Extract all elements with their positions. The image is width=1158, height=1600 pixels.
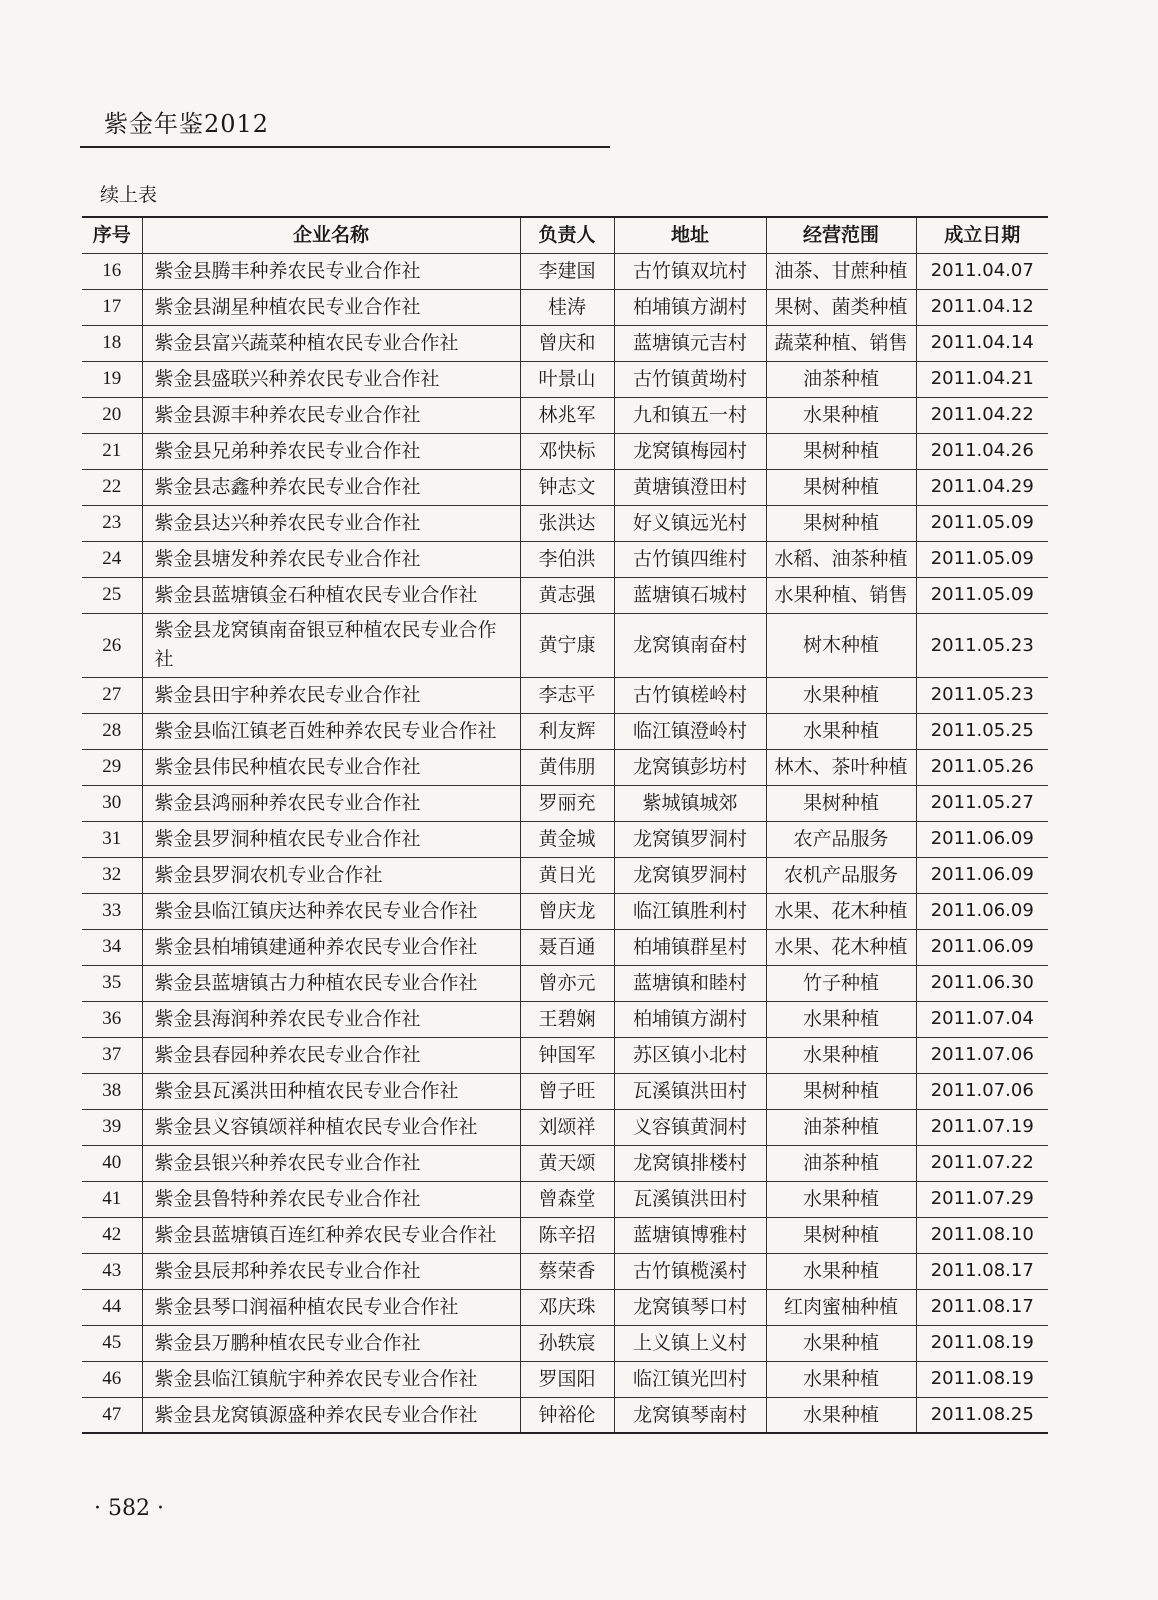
table-row bbox=[82, 1217, 1048, 1253]
founding-date: 2011.07.29 bbox=[916, 1181, 1048, 1217]
person-in-charge: 黄志强 bbox=[520, 577, 614, 613]
founding-date: 2011.07.22 bbox=[916, 1145, 1048, 1181]
row-index: 45 bbox=[82, 1325, 142, 1361]
table-row bbox=[82, 505, 1048, 541]
business-scope: 油茶种植 bbox=[766, 1109, 916, 1145]
table-row bbox=[82, 1145, 1048, 1181]
row-index: 29 bbox=[82, 749, 142, 785]
table-row bbox=[82, 1001, 1048, 1037]
person-in-charge: 黄日光 bbox=[520, 857, 614, 893]
table-row bbox=[82, 677, 1048, 713]
header-rule bbox=[80, 146, 610, 148]
row-index: 35 bbox=[82, 965, 142, 1001]
person-in-charge: 黄金城 bbox=[520, 821, 614, 857]
person-in-charge: 黄天颂 bbox=[520, 1145, 614, 1181]
enterprise-name: 紫金县达兴种养农民专业合作社 bbox=[142, 505, 520, 541]
row-index: 32 bbox=[82, 857, 142, 893]
row-index: 16 bbox=[82, 253, 142, 289]
table-row bbox=[82, 397, 1048, 433]
row-index: 25 bbox=[82, 577, 142, 613]
founding-date: 2011.08.17 bbox=[916, 1253, 1048, 1289]
table-row bbox=[82, 577, 1048, 613]
founding-date: 2011.05.09 bbox=[916, 541, 1048, 577]
address: 上义镇上义村 bbox=[614, 1325, 766, 1361]
continued-label: 续上表 bbox=[100, 184, 158, 206]
person-in-charge: 钟裕伦 bbox=[520, 1397, 614, 1433]
address: 古竹镇四维村 bbox=[614, 541, 766, 577]
enterprise-name: 紫金县塘发种养农民专业合作社 bbox=[142, 541, 520, 577]
running-title: 紫金年鉴2012 bbox=[104, 110, 270, 138]
table-row bbox=[82, 1361, 1048, 1397]
person-in-charge: 罗丽充 bbox=[520, 785, 614, 821]
address: 蓝塘镇博雅村 bbox=[614, 1217, 766, 1253]
enterprise-name: 紫金县海润种养农民专业合作社 bbox=[142, 1001, 520, 1037]
person-in-charge: 桂涛 bbox=[520, 289, 614, 325]
address: 瓦溪镇洪田村 bbox=[614, 1181, 766, 1217]
row-index: 44 bbox=[82, 1289, 142, 1325]
col-header-person: 负责人 bbox=[520, 217, 614, 253]
col-header-date: 成立日期 bbox=[916, 217, 1048, 253]
business-scope: 果树种植 bbox=[766, 1217, 916, 1253]
founding-date: 2011.05.23 bbox=[916, 677, 1048, 713]
business-scope: 水果种植 bbox=[766, 1001, 916, 1037]
person-in-charge: 钟志文 bbox=[520, 469, 614, 505]
person-in-charge: 罗国阳 bbox=[520, 1361, 614, 1397]
business-scope: 水果种植 bbox=[766, 1253, 916, 1289]
table-row bbox=[82, 1325, 1048, 1361]
address: 紫城镇城郊 bbox=[614, 785, 766, 821]
table-row bbox=[82, 613, 1048, 677]
row-index: 28 bbox=[82, 713, 142, 749]
table-row bbox=[82, 857, 1048, 893]
table-row bbox=[82, 325, 1048, 361]
address: 柏埔镇方湖村 bbox=[614, 1001, 766, 1037]
enterprise-name: 紫金县柏埔镇建通种养农民专业合作社 bbox=[142, 929, 520, 965]
person-in-charge: 聂百通 bbox=[520, 929, 614, 965]
business-scope: 油茶、甘蔗种植 bbox=[766, 253, 916, 289]
address: 古竹镇榄溪村 bbox=[614, 1253, 766, 1289]
address: 临江镇澄岭村 bbox=[614, 713, 766, 749]
table-row bbox=[82, 433, 1048, 469]
business-scope: 水果种植 bbox=[766, 713, 916, 749]
enterprise-name: 紫金县瓦溪洪田种植农民专业合作社 bbox=[142, 1073, 520, 1109]
enterprise-name: 紫金县源丰种养农民专业合作社 bbox=[142, 397, 520, 433]
table-header-row bbox=[82, 217, 1048, 253]
table-row bbox=[82, 821, 1048, 857]
address: 临江镇胜利村 bbox=[614, 893, 766, 929]
address: 柏埔镇群星村 bbox=[614, 929, 766, 965]
address: 龙窝镇梅园村 bbox=[614, 433, 766, 469]
enterprise-name: 紫金县龙窝镇南奋银豆种植农民专业合作社 bbox=[142, 613, 520, 677]
table-row bbox=[82, 1253, 1048, 1289]
founding-date: 2011.07.19 bbox=[916, 1109, 1048, 1145]
person-in-charge: 黄宁康 bbox=[520, 613, 614, 677]
business-scope: 果树种植 bbox=[766, 505, 916, 541]
enterprise-name: 紫金县临江镇航宇种养农民专业合作社 bbox=[142, 1361, 520, 1397]
enterprise-name: 紫金县湖星种植农民专业合作社 bbox=[142, 289, 520, 325]
table-row bbox=[82, 785, 1048, 821]
col-header-name: 企业名称 bbox=[142, 217, 520, 253]
address: 古竹镇黄坳村 bbox=[614, 361, 766, 397]
address: 龙窝镇琴口村 bbox=[614, 1289, 766, 1325]
table-row bbox=[82, 361, 1048, 397]
business-scope: 水果种植 bbox=[766, 397, 916, 433]
enterprise-name: 紫金县腾丰种养农民专业合作社 bbox=[142, 253, 520, 289]
row-index: 43 bbox=[82, 1253, 142, 1289]
row-index: 21 bbox=[82, 433, 142, 469]
table-row bbox=[82, 965, 1048, 1001]
person-in-charge: 刘颂祥 bbox=[520, 1109, 614, 1145]
person-in-charge: 钟国军 bbox=[520, 1037, 614, 1073]
person-in-charge: 邓庆珠 bbox=[520, 1289, 614, 1325]
founding-date: 2011.04.12 bbox=[916, 289, 1048, 325]
address: 龙窝镇南奋村 bbox=[614, 613, 766, 677]
founding-date: 2011.08.19 bbox=[916, 1361, 1048, 1397]
business-scope: 水稻、油茶种植 bbox=[766, 541, 916, 577]
business-scope: 果树种植 bbox=[766, 469, 916, 505]
business-scope: 水果种植 bbox=[766, 1325, 916, 1361]
address: 义容镇黄洞村 bbox=[614, 1109, 766, 1145]
business-scope: 林木、茶叶种植 bbox=[766, 749, 916, 785]
business-scope: 油茶种植 bbox=[766, 1145, 916, 1181]
business-scope: 竹子种植 bbox=[766, 965, 916, 1001]
person-in-charge: 邓快标 bbox=[520, 433, 614, 469]
enterprise-name: 紫金县临江镇庆达种养农民专业合作社 bbox=[142, 893, 520, 929]
table-row bbox=[82, 289, 1048, 325]
address: 蓝塘镇石城村 bbox=[614, 577, 766, 613]
business-scope: 水果、花木种植 bbox=[766, 893, 916, 929]
table-row bbox=[82, 1037, 1048, 1073]
address: 古竹镇槎岭村 bbox=[614, 677, 766, 713]
row-index: 40 bbox=[82, 1145, 142, 1181]
enterprise-name: 紫金县蓝塘镇百连红种养农民专业合作社 bbox=[142, 1217, 520, 1253]
founding-date: 2011.07.06 bbox=[916, 1037, 1048, 1073]
address: 柏埔镇方湖村 bbox=[614, 289, 766, 325]
table-row bbox=[82, 893, 1048, 929]
address: 临江镇光凹村 bbox=[614, 1361, 766, 1397]
row-index: 37 bbox=[82, 1037, 142, 1073]
address: 龙窝镇罗洞村 bbox=[614, 857, 766, 893]
person-in-charge: 孙轶宸 bbox=[520, 1325, 614, 1361]
table-row bbox=[82, 749, 1048, 785]
address: 九和镇五一村 bbox=[614, 397, 766, 433]
enterprise-name: 紫金县义容镇颂祥种植农民专业合作社 bbox=[142, 1109, 520, 1145]
enterprise-name: 紫金县辰邦种养农民专业合作社 bbox=[142, 1253, 520, 1289]
founding-date: 2011.04.14 bbox=[916, 325, 1048, 361]
founding-date: 2011.05.09 bbox=[916, 505, 1048, 541]
person-in-charge: 叶景山 bbox=[520, 361, 614, 397]
person-in-charge: 曾子旺 bbox=[520, 1073, 614, 1109]
address: 黄塘镇澄田村 bbox=[614, 469, 766, 505]
table-row bbox=[82, 253, 1048, 289]
enterprise-name: 紫金县银兴种养农民专业合作社 bbox=[142, 1145, 520, 1181]
founding-date: 2011.06.09 bbox=[916, 893, 1048, 929]
table-row bbox=[82, 1397, 1048, 1433]
founding-date: 2011.04.26 bbox=[916, 433, 1048, 469]
enterprise-name: 紫金县罗洞种植农民专业合作社 bbox=[142, 821, 520, 857]
founding-date: 2011.06.30 bbox=[916, 965, 1048, 1001]
row-index: 30 bbox=[82, 785, 142, 821]
business-scope: 水果、花木种植 bbox=[766, 929, 916, 965]
col-header-scope: 经营范围 bbox=[766, 217, 916, 253]
founding-date: 2011.04.22 bbox=[916, 397, 1048, 433]
enterprise-name: 紫金县鸿丽种养农民专业合作社 bbox=[142, 785, 520, 821]
table-row bbox=[82, 1073, 1048, 1109]
enterprise-name: 紫金县万鹏种植农民专业合作社 bbox=[142, 1325, 520, 1361]
enterprise-name: 紫金县临江镇老百姓种养农民专业合作社 bbox=[142, 713, 520, 749]
founding-date: 2011.06.09 bbox=[916, 821, 1048, 857]
founding-date: 2011.04.07 bbox=[916, 253, 1048, 289]
founding-date: 2011.08.17 bbox=[916, 1289, 1048, 1325]
row-index: 26 bbox=[82, 613, 142, 677]
business-scope: 果树种植 bbox=[766, 785, 916, 821]
founding-date: 2011.05.09 bbox=[916, 577, 1048, 613]
person-in-charge: 张洪达 bbox=[520, 505, 614, 541]
founding-date: 2011.06.09 bbox=[916, 929, 1048, 965]
enterprise-name: 紫金县兄弟种养农民专业合作社 bbox=[142, 433, 520, 469]
address: 蓝塘镇元吉村 bbox=[614, 325, 766, 361]
founding-date: 2011.08.25 bbox=[916, 1397, 1048, 1433]
founding-date: 2011.08.19 bbox=[916, 1325, 1048, 1361]
person-in-charge: 蔡荣香 bbox=[520, 1253, 614, 1289]
address: 古竹镇双坑村 bbox=[614, 253, 766, 289]
table-row bbox=[82, 1109, 1048, 1145]
enterprise-name: 紫金县富兴蔬菜种植农民专业合作社 bbox=[142, 325, 520, 361]
business-scope: 树木种植 bbox=[766, 613, 916, 677]
founding-date: 2011.05.26 bbox=[916, 749, 1048, 785]
table-row bbox=[82, 1181, 1048, 1217]
business-scope: 农产品服务 bbox=[766, 821, 916, 857]
person-in-charge: 曾庆和 bbox=[520, 325, 614, 361]
person-in-charge: 陈辛招 bbox=[520, 1217, 614, 1253]
col-header-index: 序号 bbox=[82, 217, 142, 253]
row-index: 38 bbox=[82, 1073, 142, 1109]
person-in-charge: 曾森堂 bbox=[520, 1181, 614, 1217]
row-index: 17 bbox=[82, 289, 142, 325]
row-index: 33 bbox=[82, 893, 142, 929]
row-index: 24 bbox=[82, 541, 142, 577]
founding-date: 2011.05.23 bbox=[916, 613, 1048, 677]
business-scope: 农机产品服务 bbox=[766, 857, 916, 893]
enterprise-name: 紫金县罗洞农机专业合作社 bbox=[142, 857, 520, 893]
address: 瓦溪镇洪田村 bbox=[614, 1073, 766, 1109]
table-row bbox=[82, 713, 1048, 749]
row-index: 36 bbox=[82, 1001, 142, 1037]
table-row bbox=[82, 541, 1048, 577]
founding-date: 2011.08.10 bbox=[916, 1217, 1048, 1253]
address: 好义镇远光村 bbox=[614, 505, 766, 541]
row-index: 39 bbox=[82, 1109, 142, 1145]
enterprise-name: 紫金县志鑫种养农民专业合作社 bbox=[142, 469, 520, 505]
enterprise-name: 紫金县琴口润福种植农民专业合作社 bbox=[142, 1289, 520, 1325]
row-index: 42 bbox=[82, 1217, 142, 1253]
business-scope: 水果种植 bbox=[766, 1361, 916, 1397]
founding-date: 2011.05.25 bbox=[916, 713, 1048, 749]
person-in-charge: 李伯洪 bbox=[520, 541, 614, 577]
person-in-charge: 利友辉 bbox=[520, 713, 614, 749]
business-scope: 果树、菌类种植 bbox=[766, 289, 916, 325]
col-header-address: 地址 bbox=[614, 217, 766, 253]
page-number: · 582 · bbox=[94, 1496, 164, 1521]
business-scope: 蔬菜种植、销售 bbox=[766, 325, 916, 361]
address: 龙窝镇排楼村 bbox=[614, 1145, 766, 1181]
founding-date: 2011.04.21 bbox=[916, 361, 1048, 397]
enterprise-name: 紫金县春园种养农民专业合作社 bbox=[142, 1037, 520, 1073]
founding-date: 2011.07.06 bbox=[916, 1073, 1048, 1109]
business-scope: 水果种植 bbox=[766, 1397, 916, 1433]
row-index: 23 bbox=[82, 505, 142, 541]
business-scope: 果树种植 bbox=[766, 1073, 916, 1109]
address: 龙窝镇彭坊村 bbox=[614, 749, 766, 785]
person-in-charge: 曾庆龙 bbox=[520, 893, 614, 929]
founding-date: 2011.07.04 bbox=[916, 1001, 1048, 1037]
row-index: 31 bbox=[82, 821, 142, 857]
person-in-charge: 王碧娴 bbox=[520, 1001, 614, 1037]
enterprise-name: 紫金县伟民种植农民专业合作社 bbox=[142, 749, 520, 785]
business-scope: 水果种植 bbox=[766, 677, 916, 713]
row-index: 19 bbox=[82, 361, 142, 397]
address: 苏区镇小北村 bbox=[614, 1037, 766, 1073]
business-scope: 红肉蜜柚种植 bbox=[766, 1289, 916, 1325]
row-index: 22 bbox=[82, 469, 142, 505]
enterprise-name: 紫金县盛联兴种养农民专业合作社 bbox=[142, 361, 520, 397]
address: 蓝塘镇和睦村 bbox=[614, 965, 766, 1001]
address: 龙窝镇琴南村 bbox=[614, 1397, 766, 1433]
business-scope: 水果种植、销售 bbox=[766, 577, 916, 613]
business-scope: 油茶种植 bbox=[766, 361, 916, 397]
enterprise-name: 紫金县蓝塘镇古力种植农民专业合作社 bbox=[142, 965, 520, 1001]
person-in-charge: 李建国 bbox=[520, 253, 614, 289]
business-scope: 水果种植 bbox=[766, 1181, 916, 1217]
enterprise-name: 紫金县鲁特种养农民专业合作社 bbox=[142, 1181, 520, 1217]
row-index: 18 bbox=[82, 325, 142, 361]
founding-date: 2011.06.09 bbox=[916, 857, 1048, 893]
founding-date: 2011.04.29 bbox=[916, 469, 1048, 505]
business-scope: 水果种植 bbox=[766, 1037, 916, 1073]
row-index: 46 bbox=[82, 1361, 142, 1397]
person-in-charge: 黄伟朋 bbox=[520, 749, 614, 785]
founding-date: 2011.05.27 bbox=[916, 785, 1048, 821]
row-index: 47 bbox=[82, 1397, 142, 1433]
row-index: 20 bbox=[82, 397, 142, 433]
row-index: 34 bbox=[82, 929, 142, 965]
cooperatives-table bbox=[82, 216, 1048, 1434]
row-index: 41 bbox=[82, 1181, 142, 1217]
person-in-charge: 林兆军 bbox=[520, 397, 614, 433]
enterprise-name: 紫金县蓝塘镇金石种植农民专业合作社 bbox=[142, 577, 520, 613]
enterprise-name: 紫金县田宇种养农民专业合作社 bbox=[142, 677, 520, 713]
table-row bbox=[82, 469, 1048, 505]
person-in-charge: 李志平 bbox=[520, 677, 614, 713]
address: 龙窝镇罗洞村 bbox=[614, 821, 766, 857]
row-index: 27 bbox=[82, 677, 142, 713]
business-scope: 果树种植 bbox=[766, 433, 916, 469]
table-row bbox=[82, 1289, 1048, 1325]
table-row bbox=[82, 929, 1048, 965]
enterprise-name: 紫金县龙窝镇源盛种养农民专业合作社 bbox=[142, 1397, 520, 1433]
person-in-charge: 曾亦元 bbox=[520, 965, 614, 1001]
